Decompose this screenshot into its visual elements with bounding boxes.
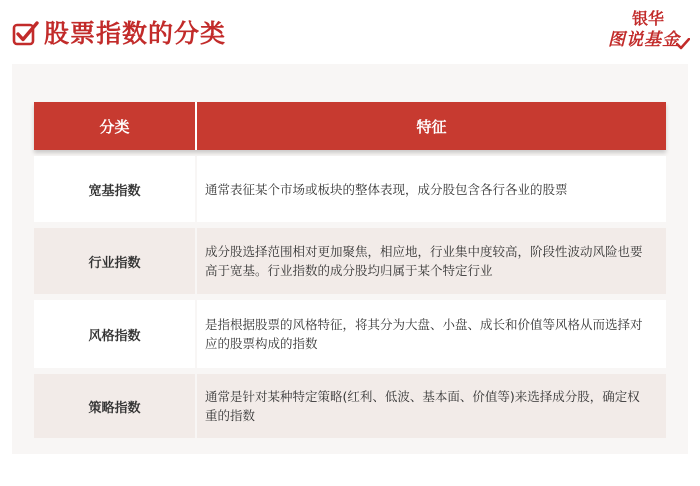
logo-check-icon	[676, 38, 690, 50]
row-feature: 通常表征某个市场或板块的整体表现，成分股包含各行各业的股票	[197, 156, 666, 222]
table-row	[34, 156, 666, 222]
index-classification-table	[34, 102, 666, 438]
row-feature: 成分股选择范围相对更加聚焦，相应地，行业集中度较高，阶段性波动风险也要高于宽基。行业指数的成分股均归属于某个特定行业	[197, 228, 666, 294]
header-category: 分类	[34, 102, 197, 150]
table-row	[34, 374, 666, 438]
page-title: 股票指数的分类	[44, 19, 227, 48]
row-category: 策略指数	[34, 374, 195, 438]
checkbox-check-icon	[12, 20, 40, 48]
row-feature: 通常是针对某种特定策略(红利、低波、基本面、价值等)来选择成分股，确定权重的指数	[197, 374, 666, 438]
row-category: 行业指数	[34, 228, 195, 294]
header-feature: 特征	[416, 117, 447, 136]
logo-brand-text: 银华	[632, 9, 665, 28]
row-category: 风格指数	[34, 300, 195, 368]
table-row	[34, 228, 666, 294]
logo-tagline-text: 图说基金	[608, 30, 680, 50]
brand-logo	[604, 8, 694, 56]
table-header	[34, 102, 666, 150]
header	[0, 0, 700, 64]
table-row	[34, 300, 666, 368]
row-feature: 是指根据股票的风格特征，将其分为大盘、小盘、成长和价值等风格从而选择对应的股票构成的指数	[197, 300, 666, 368]
row-category: 宽基指数	[34, 156, 195, 222]
